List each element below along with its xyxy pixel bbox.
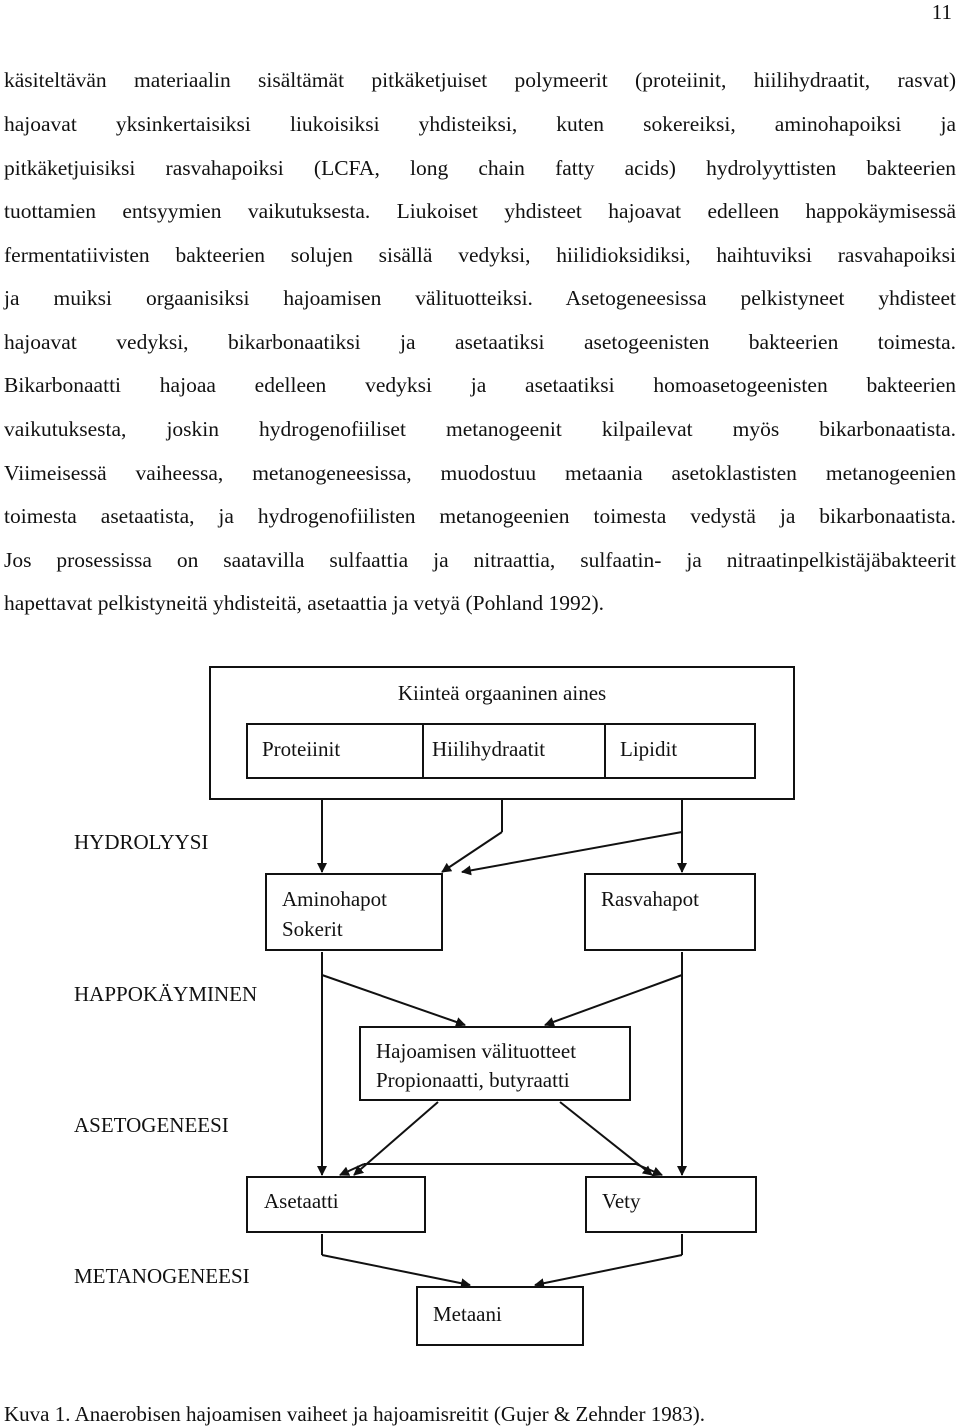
stage-acidogenesis: HAPPOKÄYMINEN [74, 982, 258, 1006]
paragraph-line: hajoavat vedyksi, bikarbonaatiksi ja asetaatiksi asetogeenisten bakteerien toimesta. [4, 330, 956, 354]
acetate-label: Asetaatti [264, 1189, 339, 1213]
paragraph-line: fermentatiivisten bakteerien solujen sisällä vedyksi, hiilidioksidiksi, haihtuviksi rasvahapoiksi [4, 243, 956, 267]
hydrogen-label: Vety [602, 1189, 641, 1213]
lipids-label: Lipidit [620, 737, 678, 761]
fattyacids-box [585, 874, 755, 950]
propionate-butyrate-label: Propionaatti, butyraatti [376, 1068, 570, 1092]
paragraph-line: toimesta asetaatista, ja hydrogenofiilisten metanogeenien toimesta vedystä ja bikarbonaatista. [4, 504, 956, 528]
stage-methanogenesis: METANOGENEESI [74, 1264, 250, 1288]
figure-caption: Kuva 1. Anaerobisen hajoamisen vaiheet ja hajoamisreitit (Gujer & Zehnder 1983). [4, 1402, 705, 1426]
arrow-hydrogen-to-methane [535, 1255, 682, 1285]
arrow-sugars-to-intermediates [322, 975, 465, 1025]
paragraph-line: vaikutuksesta, joskin hydrogenofiiliset metanogeenit kilpailevat myös bikarbonaatista. [4, 417, 956, 441]
paragraph-line: Viimeisessä vaiheessa, metanogeneesissa, muodostuu metaania asetoklastisten metanogeenien [4, 461, 956, 485]
anaerobic-digestion-flow-diagram [0, 650, 960, 1390]
paragraph-line: hapettavat pelkistyneitä yhdisteitä, asetaattia ja vetyä (Pohland 1992). [4, 591, 605, 615]
paragraph-line: Bikarbonaatti hajoaa edelleen vedyksi ja asetaatiksi homoasetogeenisten bakteerien [4, 373, 956, 397]
paragraph-line: ja muiksi orgaanisiksi hajoamisen välituotteiksi. Asetogeneesissa pelkistyneet yhdisteet [4, 286, 956, 310]
solid-organic-matter-title: Kiinteä orgaaninen aines [397, 681, 607, 705]
paragraph-line: tuottamien entsyymien vaikutuksesta. Liukoiset yhdisteet hajoavat edelleen happokäymisessä [4, 199, 956, 223]
methane-label: Metaani [433, 1302, 502, 1326]
carbohydrates-label: Hiilihydraatit [432, 737, 546, 761]
arrow-acetate-to-methane [322, 1255, 470, 1285]
arrow-lipids-to-sugars [462, 832, 682, 872]
stage-hydrolysis: HYDROLYYSI [74, 830, 209, 854]
paragraph-line: käsiteltävän materiaalin sisältämät pitkäketjuiset polymeerit (proteiinit, hiilihydraatit, rasvat) [4, 68, 956, 92]
sugars-label: Sokerit [282, 917, 343, 941]
aminoacids-label: Aminohapot [282, 887, 387, 911]
paragraph-line: pitkäketjuisiksi rasvahapoiksi (LCFA, long chain fatty acids) hydrolyyttisten bakteerien [4, 156, 956, 180]
intermediates-label: Hajoamisen välituotteet [376, 1039, 577, 1063]
paragraph-line: hajoavat yksinkertaisiksi liukoisiksi yhdisteiksi, kuten sokereiksi, aminohapoiksi ja [4, 112, 956, 136]
page-number: 11 [931, 0, 952, 24]
arrow-fattyacids-to-intermediates [545, 975, 682, 1025]
fattyacids-label: Rasvahapot [601, 887, 699, 911]
proteins-label: Proteiinit [262, 737, 341, 761]
paragraph-line: Jos prosessissa on saatavilla sulfaattia ja nitraattia, sulfaatin- ja nitraatinpelkistäjäbakteerit [4, 548, 956, 572]
stage-acetogenesis: ASETOGENEESI [74, 1113, 229, 1137]
